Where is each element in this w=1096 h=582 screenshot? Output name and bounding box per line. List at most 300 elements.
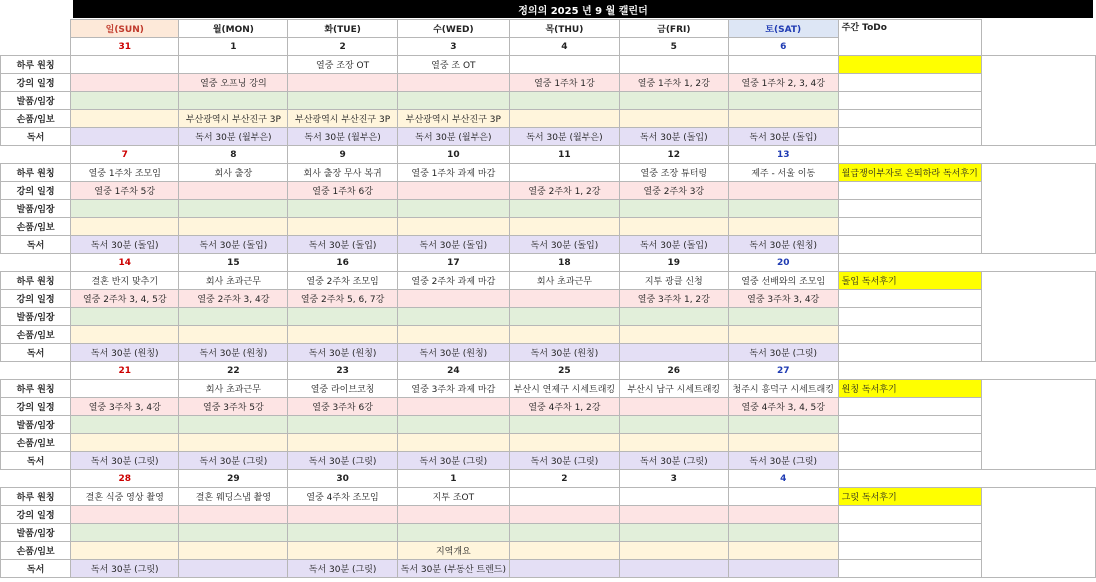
calendar-cell[interactable]: 회사 출장 <box>179 164 288 182</box>
calendar-cell[interactable] <box>728 506 838 524</box>
date-cell[interactable]: 2 <box>510 470 620 488</box>
calendar-cell[interactable] <box>619 416 728 434</box>
date-cell[interactable]: 11 <box>510 146 620 164</box>
weekly-todo-blank[interactable] <box>838 398 981 416</box>
category-row <box>1 182 1096 200</box>
calendar-cell[interactable] <box>71 200 179 218</box>
category-row <box>1 128 1096 146</box>
calendar-cell[interactable]: 열중 1주차 6강 <box>288 182 397 200</box>
calendar-cell[interactable] <box>510 434 620 452</box>
calendar-cell[interactable]: 결혼 반지 맞추기 <box>71 272 179 290</box>
day-header-4: 목(THU) <box>510 20 620 38</box>
calendar-cell[interactable] <box>619 92 728 110</box>
calendar-cell[interactable] <box>510 524 620 542</box>
calendar-cell[interactable] <box>619 542 728 560</box>
calendar-cell[interactable] <box>397 416 509 434</box>
calendar-cell[interactable] <box>728 92 838 110</box>
weekly-todo-blank[interactable] <box>838 74 981 92</box>
calendar-cell[interactable]: 열중 2주차 1, 2강 <box>510 182 620 200</box>
category-row <box>1 524 1096 542</box>
calendar-cell[interactable]: 부산시 연제구 시세트래킹 <box>510 380 620 398</box>
calendar-cell[interactable]: 독서 30분 (돌입) <box>179 236 288 254</box>
calendar-cell[interactable]: 부산광역시 부산진구 3P <box>397 110 509 128</box>
weekly-todo-blank[interactable] <box>838 452 981 470</box>
calendar-cell[interactable] <box>728 200 838 218</box>
row-label: 발품/임장 <box>1 308 71 326</box>
row-label: 손품/임보 <box>1 542 71 560</box>
category-row <box>1 542 1096 560</box>
calendar-cell[interactable] <box>71 308 179 326</box>
weekly-todo-blank[interactable] <box>838 434 981 452</box>
weekly-todo-blank[interactable] <box>838 560 981 578</box>
date-cell[interactable]: 31 <box>71 38 179 56</box>
calendar-cell[interactable]: 결혼 식중 영상 촬영 <box>71 488 179 506</box>
calendar-cell[interactable] <box>510 56 620 74</box>
calendar-cell[interactable] <box>728 416 838 434</box>
calendar-cell[interactable] <box>179 182 288 200</box>
weekly-todo-blank[interactable] <box>838 92 981 110</box>
calendar-cell[interactable]: 독서 30분 (원칭) <box>728 236 838 254</box>
calendar-cell[interactable]: 열중 1주차 과제 마감 <box>397 164 509 182</box>
row-label: 손품/임보 <box>1 434 71 452</box>
calendar-cell[interactable] <box>397 290 509 308</box>
calendar-cell[interactable] <box>71 56 179 74</box>
date-cell[interactable]: 4 <box>510 38 620 56</box>
row-label: 독서 <box>1 452 71 470</box>
calendar-cell[interactable] <box>510 560 620 578</box>
calendar-cell[interactable] <box>71 74 179 92</box>
spacer-cell <box>981 20 1095 56</box>
date-cell[interactable]: 6 <box>728 38 838 56</box>
date-row-label <box>1 146 71 164</box>
calendar-cell[interactable]: 회사 초과근무 <box>179 272 288 290</box>
todo-extra-cell[interactable] <box>981 56 1095 146</box>
calendar-cell[interactable]: 열중 3주차 3, 4강 <box>71 398 179 416</box>
calendar-cell[interactable]: 독서 30분 (돌입) <box>288 236 397 254</box>
calendar-cell[interactable]: 독서 30분 (원칭) <box>397 344 509 362</box>
calendar-cell[interactable] <box>179 200 288 218</box>
date-cell[interactable]: 30 <box>288 470 397 488</box>
day-header-2: 화(TUE) <box>288 20 397 38</box>
day-header-1: 월(MON) <box>179 20 288 38</box>
calendar-cell[interactable] <box>288 200 397 218</box>
category-row <box>1 56 1096 74</box>
calendar-cell[interactable] <box>510 200 620 218</box>
row-label: 독서 <box>1 128 71 146</box>
todo-extra-cell[interactable] <box>981 164 1095 254</box>
calendar-cell[interactable]: 독서 30분 (그릿) <box>71 452 179 470</box>
date-cell[interactable]: 3 <box>619 470 728 488</box>
calendar-cell[interactable]: 열중 4주차 조모임 <box>288 488 397 506</box>
row-label: 손품/임보 <box>1 218 71 236</box>
date-cell[interactable]: 9 <box>288 146 397 164</box>
calendar-cell[interactable] <box>397 218 509 236</box>
date-cell[interactable]: 17 <box>397 254 509 272</box>
date-cell[interactable]: 21 <box>71 362 179 380</box>
row-label: 독서 <box>1 236 71 254</box>
date-cell[interactable]: 25 <box>510 362 620 380</box>
calendar-cell[interactable] <box>510 542 620 560</box>
calendar-cell[interactable] <box>71 110 179 128</box>
weekly-todo-cell[interactable]: 원칭 독서후기 <box>838 380 981 398</box>
weekly-todo-blank[interactable] <box>838 218 981 236</box>
date-cell[interactable]: 24 <box>397 362 509 380</box>
calendar-cell[interactable] <box>728 326 838 344</box>
calendar-cell[interactable] <box>619 398 728 416</box>
day-header-3: 수(WED) <box>397 20 509 38</box>
weekly-todo-cell[interactable]: 그릿 독서후기 <box>838 488 981 506</box>
category-row <box>1 272 1096 290</box>
calendar-cell[interactable] <box>288 308 397 326</box>
calendar-cell[interactable]: 열중 4주차 3, 4, 5강 <box>728 398 838 416</box>
calendar-cell[interactable]: 회사 초과근무 <box>510 272 620 290</box>
date-row-label <box>1 470 71 488</box>
category-row <box>1 416 1096 434</box>
todo-extra-cell[interactable] <box>981 488 1095 578</box>
category-row <box>1 398 1096 416</box>
calendar-cell[interactable]: 제주 - 서울 이동 <box>728 164 838 182</box>
category-row <box>1 452 1096 470</box>
spacer-cell <box>981 470 1095 488</box>
calendar-cell[interactable]: 독서 30분 (월부은) <box>288 128 397 146</box>
calendar-cell[interactable] <box>71 92 179 110</box>
calendar-cell[interactable] <box>619 218 728 236</box>
calendar-cell[interactable]: 독서 30분 (그릿) <box>179 452 288 470</box>
date-cell[interactable]: 2 <box>288 38 397 56</box>
calendar-cell[interactable] <box>288 506 397 524</box>
calendar-cell[interactable]: 열중 3주차 5강 <box>179 398 288 416</box>
weekly-todo-blank[interactable] <box>838 308 981 326</box>
calendar-cell[interactable] <box>179 434 288 452</box>
calendar-cell[interactable]: 열중 4주차 1, 2강 <box>510 398 620 416</box>
calendar-cell[interactable]: 독서 30분 (그릿) <box>288 560 397 578</box>
calendar-cell[interactable] <box>619 434 728 452</box>
calendar-cell[interactable]: 회사 출장 무사 복귀 <box>288 164 397 182</box>
calendar-cell[interactable]: 열중 3주차 6강 <box>288 398 397 416</box>
calendar-cell[interactable] <box>179 560 288 578</box>
date-cell[interactable]: 29 <box>179 470 288 488</box>
calendar-cell[interactable] <box>510 92 620 110</box>
row-label: 강의 일정 <box>1 182 71 200</box>
date-cell[interactable]: 10 <box>397 146 509 164</box>
date-cell[interactable]: 28 <box>71 470 179 488</box>
calendar-cell[interactable] <box>397 326 509 344</box>
calendar-cell[interactable] <box>288 218 397 236</box>
calendar-cell[interactable] <box>397 506 509 524</box>
calendar-cell[interactable]: 열중 1주차 1, 2강 <box>619 74 728 92</box>
calendar-cell[interactable]: 열중 3주차 3, 4강 <box>728 290 838 308</box>
date-cell[interactable]: 19 <box>619 254 728 272</box>
calendar-cell[interactable]: 회사 초과근무 <box>179 380 288 398</box>
date-cell[interactable]: 7 <box>71 146 179 164</box>
calendar-cell[interactable] <box>619 326 728 344</box>
calendar-cell[interactable] <box>71 326 179 344</box>
calendar-cell[interactable]: 열중 2주차 3강 <box>619 182 728 200</box>
category-row <box>1 74 1096 92</box>
date-cell[interactable]: 15 <box>179 254 288 272</box>
date-row <box>1 254 1096 272</box>
day-header-0: 일(SUN) <box>71 20 179 38</box>
calendar-cell[interactable]: 독서 30분 (부동산 트렌드) <box>397 560 509 578</box>
calendar-cell[interactable] <box>619 344 728 362</box>
calendar-title: 정의의 2025 년 9 월 캘린더 <box>73 0 1093 18</box>
spacer-cell <box>981 254 1095 272</box>
calendar-cell[interactable] <box>510 506 620 524</box>
date-cell[interactable]: 22 <box>179 362 288 380</box>
weekly-todo-blank[interactable] <box>838 416 981 434</box>
category-row <box>1 560 1096 578</box>
calendar-cell[interactable] <box>288 326 397 344</box>
calendar-cell[interactable]: 독서 30분 (그릿) <box>397 452 509 470</box>
calendar-cell[interactable] <box>288 74 397 92</box>
calendar-cell[interactable] <box>728 308 838 326</box>
category-row <box>1 92 1096 110</box>
spacer-cell <box>981 362 1095 380</box>
category-row <box>1 344 1096 362</box>
calendar-cell[interactable]: 지투 조OT <box>397 488 509 506</box>
calendar-cell[interactable] <box>397 308 509 326</box>
calendar-cell[interactable] <box>728 110 838 128</box>
calendar-cell[interactable] <box>619 560 728 578</box>
calendar-cell[interactable]: 열중 2주차 과제 마감 <box>397 272 509 290</box>
calendar-cell[interactable] <box>71 506 179 524</box>
calendar-cell[interactable] <box>397 92 509 110</box>
calendar-cell[interactable] <box>510 416 620 434</box>
weekly-todo-blank[interactable] <box>838 200 981 218</box>
calendar-cell[interactable] <box>71 380 179 398</box>
calendar-cell[interactable] <box>288 542 397 560</box>
calendar-cell[interactable]: 독서 30분 (그릿) <box>728 452 838 470</box>
weekly-todo-blank[interactable] <box>838 110 981 128</box>
calendar-cell[interactable] <box>510 308 620 326</box>
calendar-cell[interactable]: 지투 광클 신청 <box>619 272 728 290</box>
calendar-cell[interactable]: 열중 라이브코칭 <box>288 380 397 398</box>
calendar-cell[interactable]: 독서 30분 (월부은) <box>179 128 288 146</box>
date-cell[interactable]: 8 <box>179 146 288 164</box>
calendar-cell[interactable] <box>728 524 838 542</box>
calendar-cell[interactable] <box>619 506 728 524</box>
calendar-cell[interactable] <box>288 92 397 110</box>
calendar-cell[interactable]: 열중 2주차 3, 4강 <box>179 290 288 308</box>
calendar-cell[interactable] <box>510 110 620 128</box>
category-row <box>1 380 1096 398</box>
calendar-cell[interactable]: 열중 2주차 조모임 <box>288 272 397 290</box>
calendar-cell[interactable] <box>619 56 728 74</box>
calendar-cell[interactable] <box>510 164 620 182</box>
calendar-cell[interactable] <box>71 128 179 146</box>
calendar-cell[interactable] <box>510 326 620 344</box>
calendar-cell[interactable] <box>179 308 288 326</box>
calendar-cell[interactable] <box>71 218 179 236</box>
weekly-todo-blank[interactable] <box>838 128 981 146</box>
calendar-cell[interactable]: 독서 30분 (원칭) <box>71 344 179 362</box>
category-row <box>1 110 1096 128</box>
category-row <box>1 434 1096 452</box>
calendar-cell[interactable] <box>71 416 179 434</box>
weekly-todo-blank[interactable] <box>838 290 981 308</box>
row-label: 하루 원칭 <box>1 272 71 290</box>
calendar-cell[interactable] <box>288 434 397 452</box>
date-cell[interactable]: 14 <box>71 254 179 272</box>
category-row <box>1 506 1096 524</box>
row-label: 손품/임보 <box>1 326 71 344</box>
calendar-cell[interactable]: 열중 3주차 과제 마감 <box>397 380 509 398</box>
calendar-cell[interactable]: 독서 30분 (돌입) <box>619 128 728 146</box>
calendar-cell[interactable] <box>179 92 288 110</box>
weekly-todo-blank[interactable] <box>838 542 981 560</box>
category-row <box>1 308 1096 326</box>
date-cell[interactable]: 12 <box>619 146 728 164</box>
calendar-cell[interactable] <box>728 218 838 236</box>
calendar-cell[interactable]: 열중 1주차 5강 <box>71 182 179 200</box>
weekly-todo-blank[interactable] <box>838 182 981 200</box>
calendar-cell[interactable]: 독서 30분 (돌입) <box>71 236 179 254</box>
calendar-cell[interactable] <box>179 326 288 344</box>
calendar-cell[interactable]: 독서 30분 (원칭) <box>179 344 288 362</box>
todo-extra-cell[interactable] <box>981 272 1095 362</box>
calendar-cell[interactable]: 부산광역시 부산진구 3P <box>179 110 288 128</box>
category-row <box>1 236 1096 254</box>
calendar-cell[interactable] <box>619 488 728 506</box>
calendar-cell[interactable]: 결혼 웨딩스냅 촬영 <box>179 488 288 506</box>
calendar-cell[interactable]: 독서 30분 (그릿) <box>71 560 179 578</box>
calendar-cell[interactable]: 부산시 남구 시세트래킹 <box>619 380 728 398</box>
calendar-cell[interactable] <box>71 524 179 542</box>
corner-cell <box>1 20 71 38</box>
calendar-cell[interactable]: 독서 30분 (돌입) <box>728 128 838 146</box>
calendar-cell[interactable] <box>728 488 838 506</box>
date-cell[interactable]: 20 <box>728 254 838 272</box>
date-cell[interactable]: 13 <box>728 146 838 164</box>
calendar-cell[interactable]: 열중 2주차 5, 6, 7강 <box>288 290 397 308</box>
calendar-cell[interactable] <box>288 524 397 542</box>
calendar-cell[interactable] <box>728 182 838 200</box>
calendar-cell[interactable]: 열중 1주차 1강 <box>510 74 620 92</box>
calendar-grid <box>0 19 1096 578</box>
row-label: 손품/임보 <box>1 110 71 128</box>
date-cell[interactable]: 23 <box>288 362 397 380</box>
calendar-cell[interactable] <box>179 416 288 434</box>
calendar-cell[interactable]: 열중 1주차 2, 3, 4강 <box>728 74 838 92</box>
todo-spacer <box>838 146 981 164</box>
calendar-cell[interactable]: 열중 조장 튜터링 <box>619 164 728 182</box>
calendar-cell[interactable] <box>397 434 509 452</box>
calendar-cell[interactable] <box>619 308 728 326</box>
date-cell[interactable]: 1 <box>397 470 509 488</box>
date-row <box>1 470 1096 488</box>
calendar-cell[interactable] <box>728 56 838 74</box>
weekly-todo-cell[interactable]: 돌입 독서후기 <box>838 272 981 290</box>
calendar-cell[interactable]: 열중 선배와의 조모임 <box>728 272 838 290</box>
row-label: 강의 일정 <box>1 506 71 524</box>
calendar-cell[interactable]: 독서 30분 (월부은) <box>510 128 620 146</box>
category-row <box>1 488 1096 506</box>
calendar-cell[interactable] <box>179 542 288 560</box>
date-cell[interactable]: 3 <box>397 38 509 56</box>
calendar-cell[interactable]: 독서 30분 (원칭) <box>288 344 397 362</box>
date-cell[interactable]: 18 <box>510 254 620 272</box>
calendar-cell[interactable] <box>728 434 838 452</box>
date-cell[interactable]: 27 <box>728 362 838 380</box>
calendar-cell[interactable]: 독서 30분 (그릿) <box>288 452 397 470</box>
row-label: 하루 원칭 <box>1 56 71 74</box>
weekly-todo-blank[interactable] <box>838 524 981 542</box>
date-cell[interactable]: 1 <box>179 38 288 56</box>
calendar-cell[interactable] <box>510 290 620 308</box>
weekly-todo-cell[interactable] <box>838 56 981 74</box>
calendar-cell[interactable]: 독서 30분 (돌입) <box>510 236 620 254</box>
calendar-cell[interactable] <box>397 398 509 416</box>
calendar-cell[interactable] <box>728 560 838 578</box>
calendar-cell[interactable]: 열중 오프닝 강의 <box>179 74 288 92</box>
weekly-todo-blank[interactable] <box>838 344 981 362</box>
date-cell[interactable]: 4 <box>728 470 838 488</box>
todo-extra-cell[interactable] <box>981 380 1095 470</box>
calendar-cell[interactable]: 독서 30분 (월부은) <box>397 128 509 146</box>
calendar-cell[interactable] <box>510 218 620 236</box>
calendar-cell[interactable]: 청주시 흥덕구 시세트래킹 <box>728 380 838 398</box>
todo-spacer <box>838 254 981 272</box>
weekly-todo-blank[interactable] <box>838 506 981 524</box>
calendar-cell[interactable] <box>619 200 728 218</box>
calendar-cell[interactable] <box>397 200 509 218</box>
calendar-cell[interactable] <box>71 542 179 560</box>
calendar-cell[interactable] <box>397 74 509 92</box>
calendar-cell[interactable]: 열중 조장 OT <box>288 56 397 74</box>
calendar-cell[interactable] <box>71 434 179 452</box>
category-row <box>1 326 1096 344</box>
row-label: 강의 일정 <box>1 398 71 416</box>
date-cell[interactable]: 26 <box>619 362 728 380</box>
calendar-cell[interactable]: 독서 30분 (그릿) <box>619 452 728 470</box>
calendar-cell[interactable] <box>397 182 509 200</box>
calendar-cell[interactable]: 독서 30분 (돌입) <box>619 236 728 254</box>
calendar-cell[interactable] <box>288 416 397 434</box>
date-cell[interactable]: 5 <box>619 38 728 56</box>
calendar-cell[interactable]: 독서 30분 (그릿) <box>728 344 838 362</box>
calendar-cell[interactable]: 지역개요 <box>397 542 509 560</box>
calendar-cell[interactable] <box>728 542 838 560</box>
day-header-6: 토(SAT) <box>728 20 838 38</box>
calendar-cell[interactable] <box>619 524 728 542</box>
calendar-cell[interactable] <box>619 110 728 128</box>
calendar-cell[interactable]: 열중 3주차 1, 2강 <box>619 290 728 308</box>
calendar-cell[interactable]: 독서 30분 (그릿) <box>510 452 620 470</box>
calendar-cell[interactable] <box>179 218 288 236</box>
date-cell[interactable]: 16 <box>288 254 397 272</box>
calendar-cell[interactable] <box>179 506 288 524</box>
calendar-cell[interactable] <box>510 488 620 506</box>
todo-spacer <box>838 470 981 488</box>
calendar-cell[interactable]: 열중 2주차 3, 4, 5강 <box>71 290 179 308</box>
calendar-cell[interactable]: 열중 1주차 조모임 <box>71 164 179 182</box>
calendar-cell[interactable] <box>397 524 509 542</box>
calendar-cell[interactable]: 독서 30분 (원칭) <box>510 344 620 362</box>
day-header-row <box>1 20 1096 38</box>
weekly-todo-blank[interactable] <box>838 236 981 254</box>
calendar-cell[interactable] <box>179 524 288 542</box>
calendar-cell[interactable]: 부산광역시 부산진구 3P <box>288 110 397 128</box>
calendar-cell[interactable]: 독서 30분 (돌입) <box>397 236 509 254</box>
weekly-todo-cell[interactable]: 월급쟁이부자로 은퇴하라 독서후기 <box>838 164 981 182</box>
date-row-label <box>1 362 71 380</box>
calendar-cell[interactable]: 열중 조 OT <box>397 56 509 74</box>
spacer-cell <box>981 146 1095 164</box>
row-label: 발품/임장 <box>1 200 71 218</box>
calendar-cell[interactable] <box>179 56 288 74</box>
weekly-todo-blank[interactable] <box>838 326 981 344</box>
category-row <box>1 164 1096 182</box>
